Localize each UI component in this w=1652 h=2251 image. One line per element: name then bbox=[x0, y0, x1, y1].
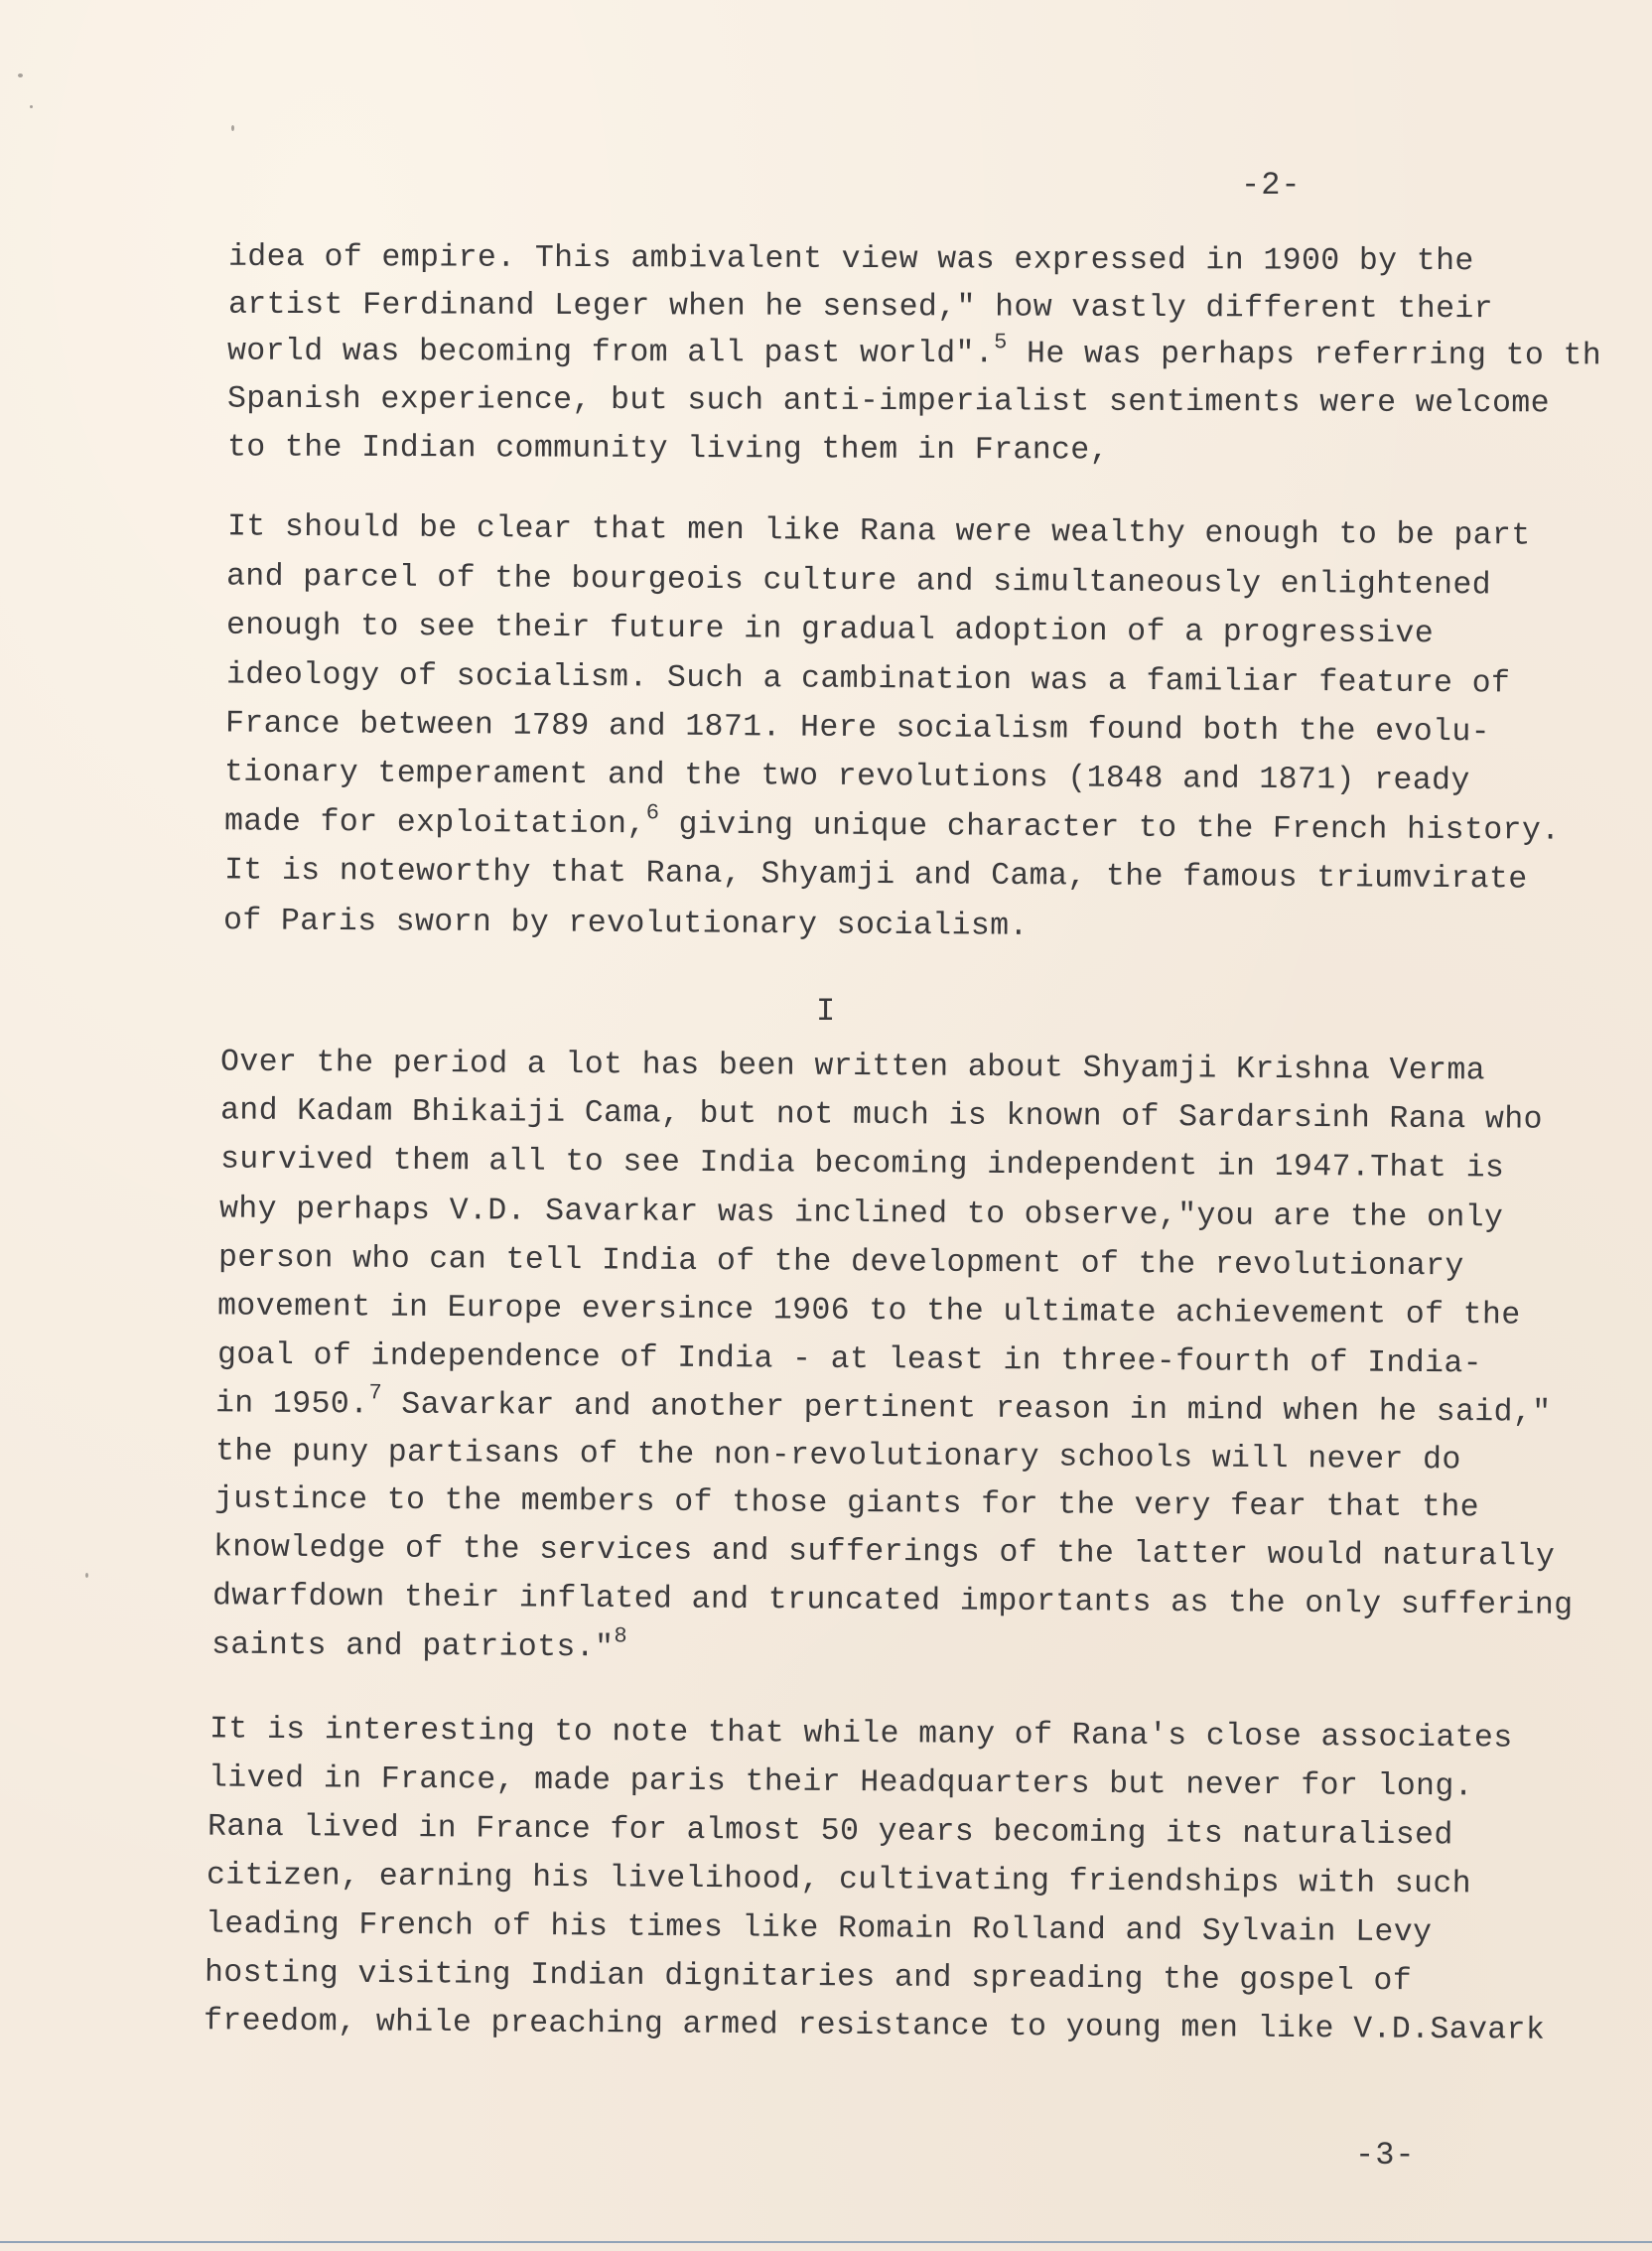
text-line: Rana lived in France for almost 50 years becoming its naturalised bbox=[206, 1809, 1453, 1854]
text-line: Spanish experience, but such anti-imperialist sentiments were welcome bbox=[226, 381, 1550, 422]
text-line: It is interesting to note that while many of Rana's close associates bbox=[208, 1712, 1513, 1757]
text-line: and parcel of the bourgeois culture and simultaneously enlightened bbox=[225, 559, 1492, 604]
paper-speck bbox=[18, 73, 23, 77]
text-line: to the Indian community living them in France, bbox=[226, 430, 1110, 469]
footnote-marker: 6 bbox=[645, 800, 660, 826]
text-segment: Savarkar and another pertinent reason in mind when he said," bbox=[381, 1387, 1552, 1431]
text-line bbox=[226, 330, 1602, 374]
text-line: movement in Europe eversince 1906 to the ultimate achievement of the bbox=[216, 1289, 1521, 1334]
text-segment: saints and patriots." bbox=[210, 1627, 615, 1666]
text-line: idea of empire. This ambivalent view was expressed in 1900 by the bbox=[227, 239, 1474, 280]
text-line: Over the period a lot has been written about Shyamji Krishna Verma bbox=[219, 1045, 1486, 1089]
paper-speck bbox=[30, 105, 33, 108]
bottom-edge-line bbox=[0, 2241, 1652, 2243]
paper-speck bbox=[231, 125, 234, 131]
text-line: goal of independence of India - at least in three-fourth of India- bbox=[216, 1337, 1483, 1382]
text-line bbox=[223, 800, 1561, 849]
text-segment: giving unique character to the French history. bbox=[659, 807, 1561, 849]
text-line: and Kadam Bhikaiji Cama, but not much is known of Sardarsinh Rana who bbox=[219, 1093, 1544, 1138]
text-line: freedom, while preaching armed resistance to young men like V.D.Savark bbox=[203, 2004, 1546, 2048]
footnote-marker: 8 bbox=[614, 1623, 628, 1649]
text-line: of Paris sworn by revolutionary socialism. bbox=[222, 904, 1029, 944]
text-line: why perhaps V.D. Savarkar was inclined to observe,"you are the only bbox=[218, 1192, 1504, 1236]
text-line: citizen, earning his livelihood, cultivating friendships with such bbox=[206, 1858, 1472, 1902]
footnote-marker: 5 bbox=[994, 330, 1008, 355]
text-line: tionary temperament and the two revolutions (1848 and 1871) ready bbox=[223, 755, 1470, 799]
text-segment: in 1950. bbox=[214, 1386, 369, 1423]
text-line: It should be clear that men like Rana were wealthy enough to be part bbox=[226, 509, 1531, 554]
text-line: dwarfdown their inflated and truncated importants as the only suffering bbox=[211, 1579, 1574, 1623]
text-line: survived them all to see India becoming independent in 1947.That is bbox=[219, 1142, 1505, 1187]
text-line: France between 1789 and 1871. Here socialism found both the evolu- bbox=[224, 706, 1491, 751]
page-number-bottom: -3- bbox=[1355, 2137, 1416, 2174]
text-segment: made for exploitation, bbox=[223, 804, 646, 843]
page-number-top: -2- bbox=[1241, 167, 1302, 204]
text-segment: world was becoming from all past world". bbox=[226, 334, 995, 372]
text-line: lived in France, made paris their Headquarters but never for long. bbox=[207, 1760, 1474, 1805]
text-line: justince to the members of those giants for the very fear that the bbox=[213, 1481, 1480, 1526]
text-line: hosting visiting Indian dignitaries and spreading the gospel of bbox=[204, 1955, 1413, 2000]
paper-speck bbox=[85, 1573, 88, 1578]
text-line: person who can tell India of the development of the revolutionary bbox=[217, 1240, 1464, 1285]
text-segment: He was perhaps referring to th bbox=[1007, 337, 1602, 374]
text-line: the puny partisans of the non-revolutionary schools will never do bbox=[214, 1434, 1461, 1478]
text-line: ideology of socialism. Such a cambination was a familiar feature of bbox=[225, 657, 1511, 702]
text-line: It is noteworthy that Rana, Shyamji and Cama, the famous triumvirate bbox=[223, 853, 1528, 898]
text-line: leading French of his times like Romain Rolland and Sylvain Levy bbox=[205, 1906, 1433, 1951]
text-line: knowledge of the services and sufferings of the latter would naturally bbox=[212, 1530, 1556, 1575]
text-line bbox=[210, 1623, 628, 1666]
text-line: enough to see their future in gradual adoption of a progressive bbox=[225, 608, 1435, 652]
text-line bbox=[214, 1380, 1552, 1431]
footnote-marker: 7 bbox=[368, 1380, 383, 1406]
text-line: artist Ferdinand Leger when he sensed," how vastly different their bbox=[227, 287, 1494, 328]
section-marker: I bbox=[816, 993, 836, 1030]
